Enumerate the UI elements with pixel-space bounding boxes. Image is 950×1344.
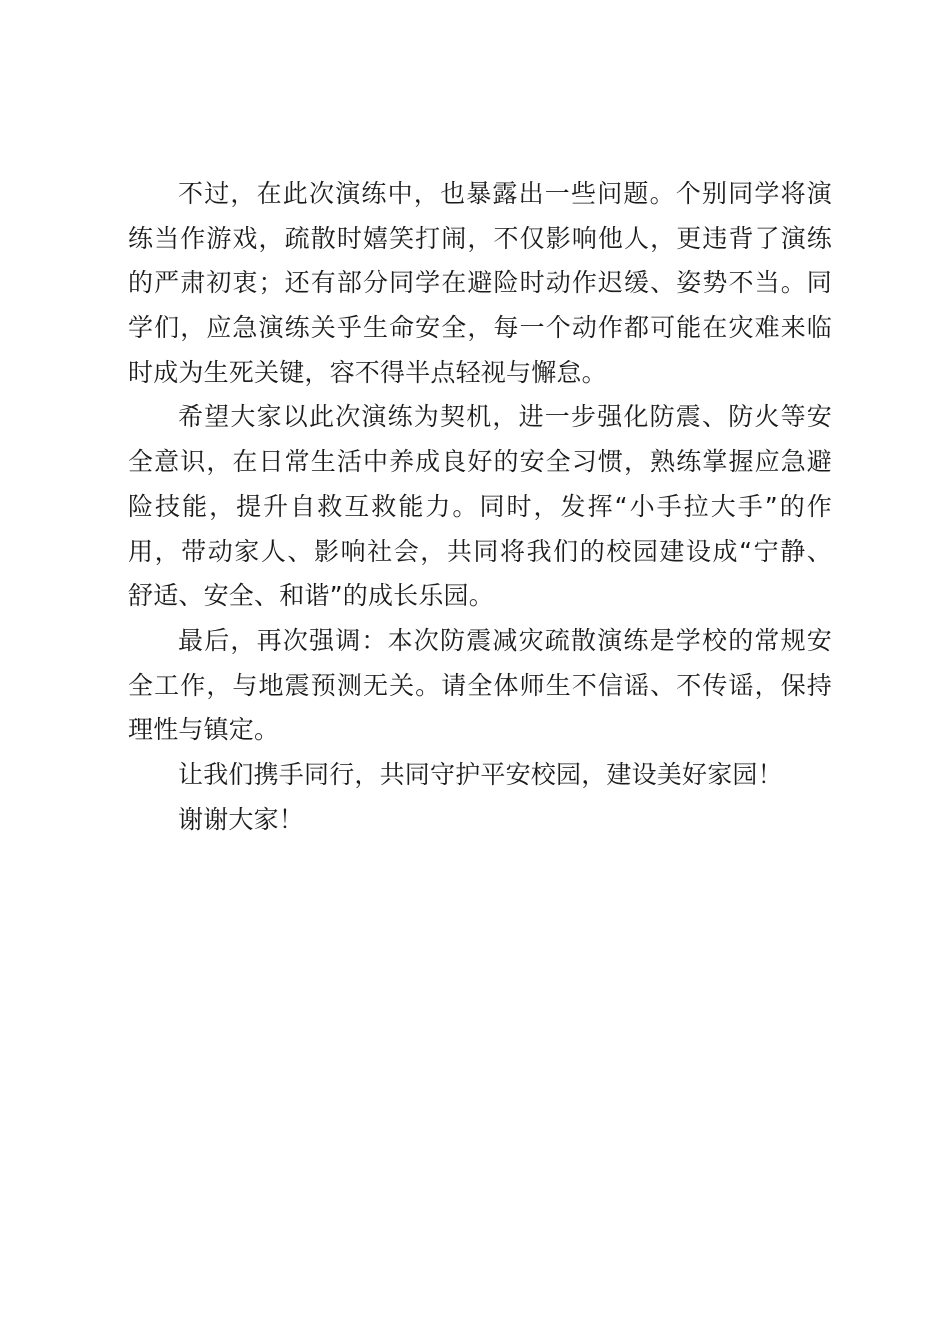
text-line: 时成为生死关键，容不得半点轻视与懈怠。	[128, 357, 607, 387]
text-line: 练当作游戏，疏散时嬉笑打闹，不仅影响他人，更违背了演练	[128, 223, 832, 253]
text-line: 谢谢大家！	[178, 804, 305, 834]
paragraph-call-to-action	[128, 753, 832, 798]
text-line: 险技能，提升自救互救能力。同时，发挥“小手拉大手”的作	[128, 491, 832, 521]
text-line: 希望大家以此次演练为契机，进一步强化防震、防火等安	[178, 402, 832, 432]
text-line: 理性与镇定。	[128, 715, 280, 745]
text-line: 全意识，在日常生活中养成良好的安全习惯，熟练掌握应急避	[128, 447, 832, 477]
text-line: 最后，再次强调：本次防震减灾疏散演练是学校的常规安	[178, 625, 832, 655]
paragraph-hopes	[128, 395, 832, 618]
paragraph-thanks	[128, 798, 832, 843]
text-line: 让我们携手同行，共同守护平安校园，建设美好家园！	[178, 759, 783, 789]
text-line: 用，带动家人、影响社会，共同将我们的校园建设成“宁静、	[128, 536, 832, 566]
text-line: 学们，应急演练关乎生命安全，每一个动作都可能在灾难来临	[128, 313, 832, 343]
text-line: 舒适、安全、和谐”的成长乐园。	[128, 581, 494, 611]
document-body	[128, 172, 832, 842]
text-line: 全工作，与地震预测无关。请全体师生不信谣、不传谣，保持	[128, 670, 832, 700]
text-line: 的严肃初衷；还有部分同学在避险时动作迟缓、姿势不当。同	[128, 268, 832, 298]
paragraph-problems	[128, 172, 832, 395]
paragraph-emphasis	[128, 619, 832, 753]
text-line: 不过，在此次演练中，也暴露出一些问题。个别同学将演	[178, 179, 832, 208]
